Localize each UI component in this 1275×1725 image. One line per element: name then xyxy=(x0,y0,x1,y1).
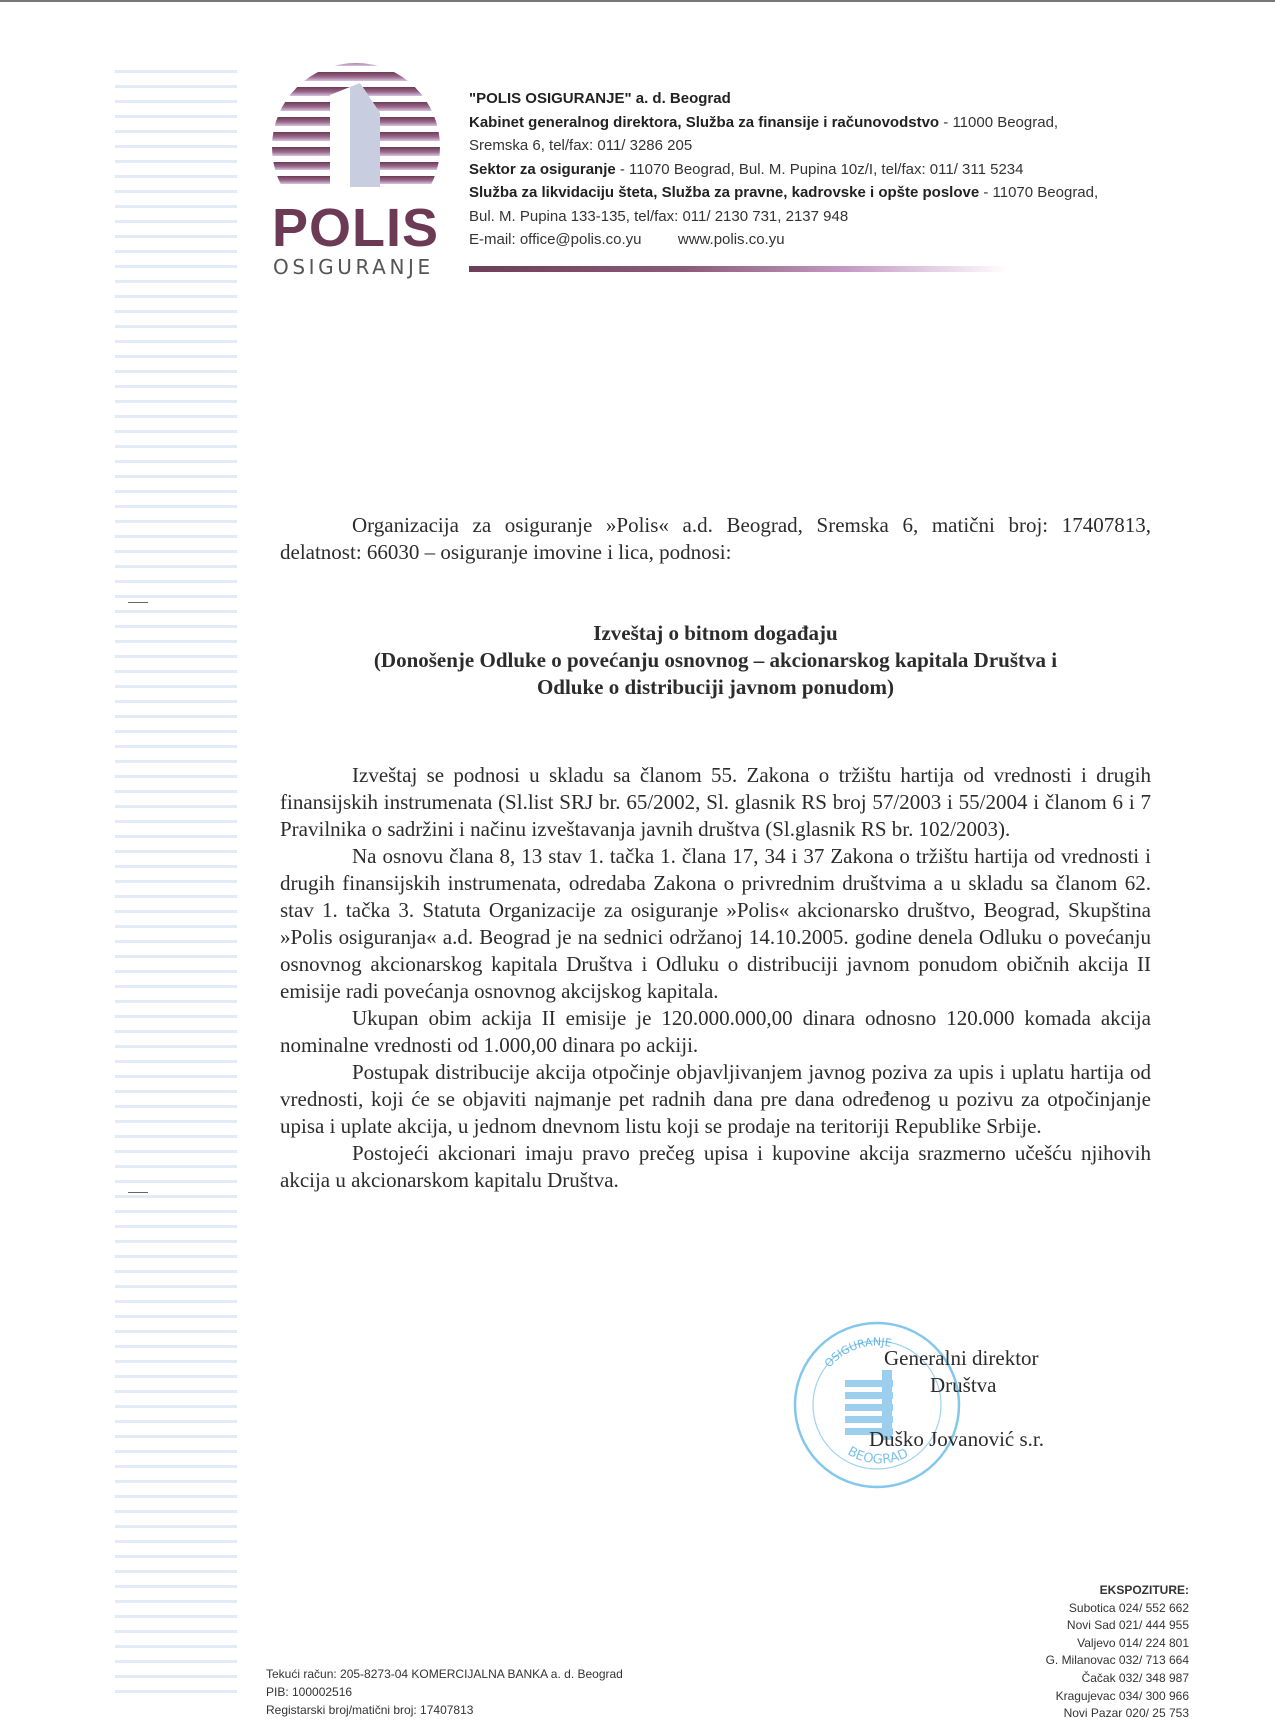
intro-paragraph: Organizacija za osiguranje »Polis« a.d. Beograd, Sremska 6, matični broj: 17407813, delatnost: 66030 – osiguranje imovine i lica, podnosi: xyxy=(280,513,1151,564)
logo-subtitle: OSIGURANJE xyxy=(273,255,434,279)
scan-top-edge xyxy=(0,0,1275,2)
fold-mark xyxy=(128,1192,148,1193)
address-line: Služba za likvidaciju šteta, Služba za pravne, kadrovske i opšte poslove - 11070 Beograd, xyxy=(469,184,1099,201)
email-link[interactable]: E-mail: office@polis.co.yu xyxy=(469,231,642,248)
address-line: Sremska 6, tel/fax: 011/ 3286 205 xyxy=(469,137,693,154)
body-paragraph: Izveštaj se podnosi u skladu sa članom 55. Zakona o tržištu hartija od vrednosti i drugih finansijskih instrumenata (Sl.list SRJ br. 65/2002, Sl. glasnik RS broj 57/2003 i 55/2004 i članom 6 i 7 Pravilnika o sadržini i načinu izveštavanja javnih društva (Sl.glasnik RS br. 102/2003). xyxy=(280,763,1151,841)
address-line: Sektor za osiguranje - 11070 Beograd, Bul. M. Pupina 10z/I, tel/fax: 011/ 311 5234 xyxy=(469,160,1024,178)
branch-item: Novi Pazar 020/ 25 753 xyxy=(1063,1706,1189,1721)
website-link[interactable]: www.polis.co.yu xyxy=(677,231,785,248)
tax-id: PIB: 100002516 xyxy=(266,1685,353,1699)
subtitle-line: Odluke o distribuciji javnom ponudom) xyxy=(536,675,895,699)
signatory-name: Duško Jovanović s.r. xyxy=(869,1427,1044,1451)
svg-text:OSIGURANJE xyxy=(822,1335,893,1370)
left-margin-pattern xyxy=(115,60,237,1700)
document-title xyxy=(280,620,1151,701)
branches-heading: EKSPOZITURE: xyxy=(1099,1583,1189,1597)
address-line: Bul. M. Pupina 133-135, tel/fax: 011/ 2130 731, 2137 948 xyxy=(469,207,849,225)
letterhead-divider xyxy=(469,266,1009,272)
signatory-org: Društva xyxy=(930,1373,997,1397)
polis-building-logo-icon xyxy=(272,55,440,195)
body-paragraph: Ukupan obim ackija II emisije je 120.000.000,00 dinara odnosno 120.000 komada akcija nominalne vrednosti od 1.000,00 dinara po ackiji. xyxy=(280,1006,1151,1057)
signatory-title: Generalni direktor xyxy=(884,1346,1039,1370)
branch-item: G. Milanovac 032/ 713 664 xyxy=(1045,1653,1189,1668)
logo-wordmark: POLIS xyxy=(272,198,440,258)
stamp-top-text: OSIGURANJE xyxy=(821,1335,893,1371)
document-body xyxy=(280,762,1151,1194)
stamp-bottom-text: BEOGRAD xyxy=(844,1444,911,1468)
footer-bank-info xyxy=(266,1665,623,1719)
branch-item: Valjevo 014/ 224 801 xyxy=(1077,1635,1189,1650)
address-line: Kabinet generalnog direktora, Služba za finansije i računovodstvo - 11000 Beograd, xyxy=(469,113,1059,131)
company-name: "POLIS OSIGURANJE" a. d. Beograd xyxy=(469,90,731,107)
body-paragraph: Na osnovu člana 8, 13 stav 1. tačka 1. člana 17, 34 i 37 Zakona o tržištu hartija od vrednosti i drugih finansijskih instrumenata, odredaba Zakona o privrednim društvima a u skladu sa članom 62. stav 1. tačka 3. Statuta Organizacije za osiguranje »Polis« akcionarsko društvo, Beograd, Skupština »Polis osiguranja« a.d. Beograd je na sednici održanoj 14.10.2005. godine denela Odluku o povećanju osnovnog akcionarskog kapitala Društva i Odluku o distribuciji javnom ponudom običnih akcija II emisije radi povećanja osnovnog akcijskog kapitala. xyxy=(280,844,1151,1003)
title-line: Izveštaj o bitnom događaju xyxy=(593,621,838,645)
letterhead-contact xyxy=(469,87,1098,252)
footer-branches xyxy=(1046,1582,1189,1723)
branch-item: Subotica 024/ 552 662 xyxy=(1068,1600,1189,1615)
branch-item: Novi Sad 021/ 444 955 xyxy=(1066,1618,1189,1633)
fold-mark xyxy=(128,602,148,603)
body-paragraph: Postojeći akcionari imaju pravo prečeg upisa i kupovine akcija srazmerno učešću njihovih akcija u akcionarskom kapitalu Društva. xyxy=(280,1141,1151,1192)
body-paragraph: Postupak distribucije akcija otpočinje objavljivanjem javnog poziva za upis i uplatu hartija od vrednosti, koji će se objaviti najmanje pet radnih dana pre dana određenog u pozivu za otpočinjanje upisa i uplate akcija, u jednom dnevnom listu koji se prodaje na teritoriji Republike Srbije. xyxy=(280,1060,1151,1138)
branch-item: Kragujevac 034/ 300 966 xyxy=(1055,1688,1189,1703)
branch-item: Čačak 032/ 348 987 xyxy=(1081,1670,1189,1685)
subtitle-line: (Donošenje Odluke o povećanju osnovnog – akcionarskog kapitala Društva i xyxy=(373,648,1058,672)
bank-account: Tekući račun: 205-8273-04 KOMERCIJALNA BANKA a. d. Beograd xyxy=(266,1667,623,1681)
company-logo xyxy=(272,55,440,280)
registration-number: Registarski broj/matični broj: 17407813 xyxy=(266,1703,474,1717)
